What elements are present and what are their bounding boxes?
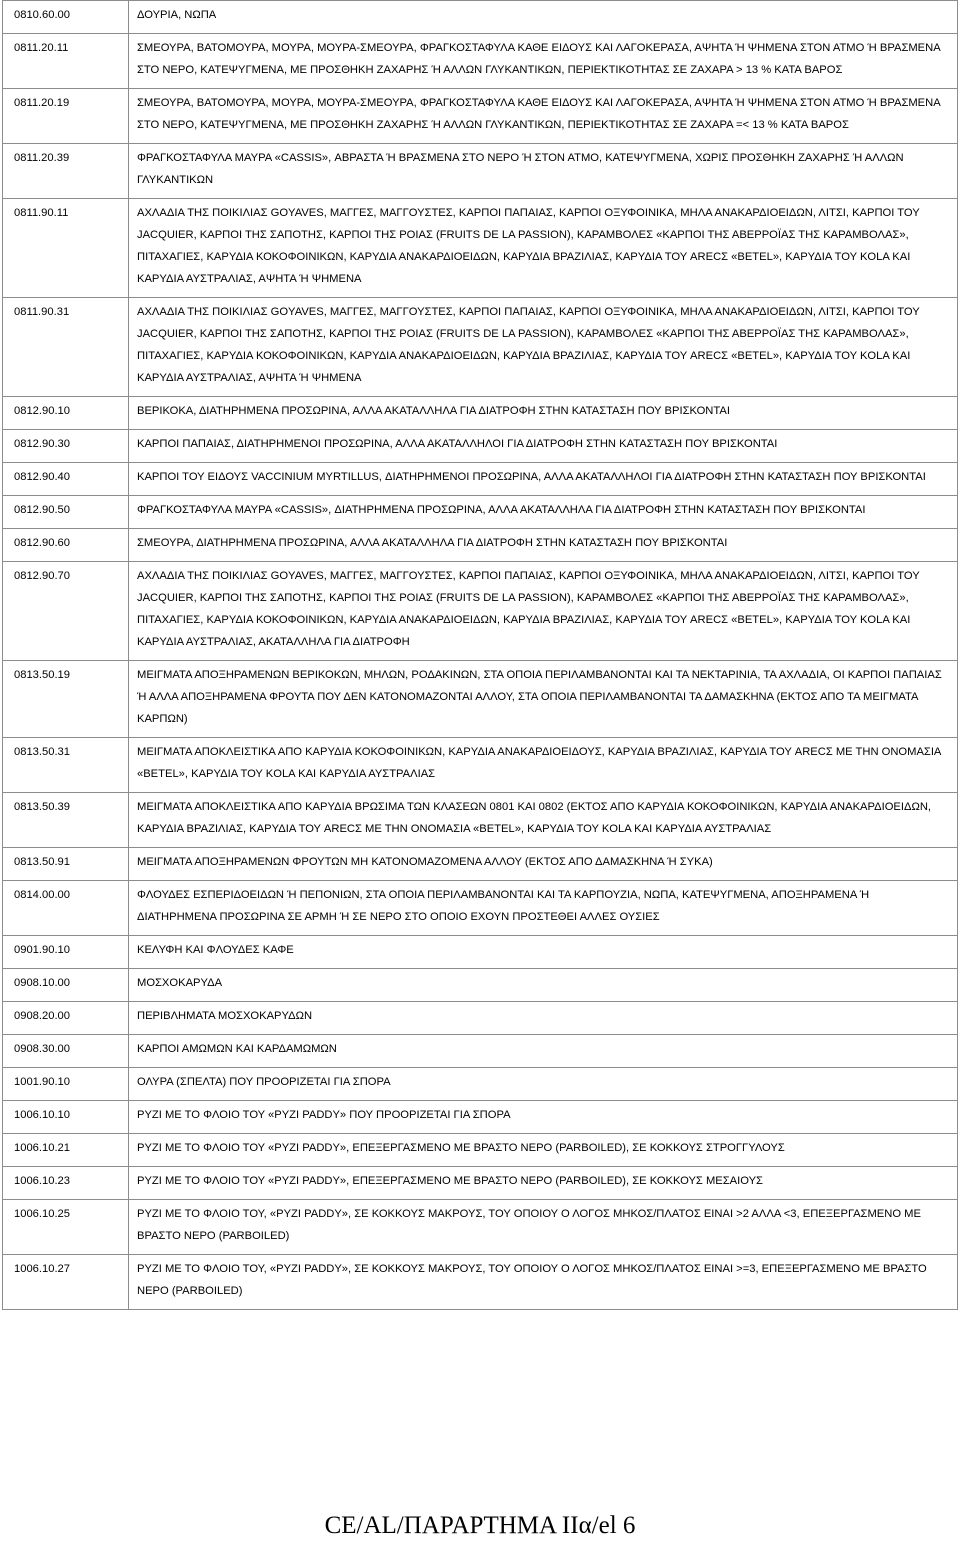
- table-row: [3, 881, 958, 936]
- description-cell: ΑΧΛΑΔΙΑ ΤΗΣ ΠΟΙΚΙΛΙΑΣ GOYAVES, ΜΑΓΓΕΣ, ΜΑΓΓΟΥΣΤΕΣ, ΚΑΡΠΟΙ ΠΑΠΑΙΑΣ, ΚΑΡΠΟΙ ΟΞΥΦΟΙΝΙΚΑ, ΜΗΛΑ ΑΝΑΚΑΡΔΙΟΕΙΔΩΝ, ΛΙΤΣΙ, ΚΑΡΠΟΙ ΤΟΥ JACQUIER, ΚΑΡΠΟΙ ΤΗΣ ΣΑΠΟΤΗΣ, ΚΑΡΠΟΙ ΤΗΣ ΡΟΙΑΣ (FRUITS DE LA PASSION), ΚΑΡΑΜΒΟΛΕΣ «ΚΑΡΠΟΙ ΤΗΣ ΑΒΕΡΡΟΪΑΣ ΤΗΣ ΚΑΡΑΜΒΟΛΑΣ», ΠΙΤΑΧΑΓΙΕΣ, ΚΑΡΥΔΙΑ ΚΟΚΟΦΟΙΝΙΚΩΝ, ΚΑΡΥΔΙΑ ΑΝΑΚΑΡΔΙΟΕΙΔΩΝ, ΚΑΡΥΔΙΑ ΒΡΑΖΙΛΙΑΣ, ΚΑΡΥΔΙΑ ΤΟΥ ARECΣ «BETEL», ΚΑΡΥΔΙΑ ΤΟΥ KOLA ΚΑΙ ΚΑΡΥΔΙΑ ΑΥΣΤΡΑΛΙΑΣ, ΑΚΑΤΑΛΛΗΛΑ ΓΙΑ ΔΙΑΤΡΟΦΗ: [129, 562, 958, 661]
- code-cell: 0810.60.00: [3, 1, 129, 34]
- tariff-code-table: [2, 0, 958, 1310]
- code-cell: 0811.90.31: [3, 298, 129, 397]
- code-cell: 0812.90.40: [3, 463, 129, 496]
- table-row: [3, 144, 958, 199]
- code-cell: 0813.50.19: [3, 661, 129, 738]
- description-cell: ΚΕΛΥΦΗ ΚΑΙ ΦΛΟΥΔΕΣ ΚΑΦΕ: [129, 936, 958, 969]
- table-row: [3, 430, 958, 463]
- table-row: [3, 463, 958, 496]
- page-footer: CE/AL/ΠΑΡΑΡΤΗΜΑ IIα/el 6: [324, 1512, 636, 1539]
- code-cell: 0812.90.30: [3, 430, 129, 463]
- code-cell: 0812.90.70: [3, 562, 129, 661]
- code-cell: 1006.10.23: [3, 1167, 129, 1200]
- description-cell: ΦΡΑΓΚΟΣΤΑΦΥΛΑ ΜΑΥΡΑ «CASSIS», ΔΙΑΤΗΡΗΜΕΝΑ ΠΡΟΣΩΡΙΝΑ, ΑΛΛΑ ΑΚΑΤΑΛΛΗΛΑ ΓΙΑ ΔΙΑΤΡΟΦΗ ΣΤΗΝ ΚΑΤΑΣΤΑΣΗ ΠΟΥ ΒΡΙΣΚΟΝΤΑΙ: [129, 496, 958, 529]
- description-cell: ΔΟΥΡΙΑ, ΝΩΠΑ: [129, 1, 958, 34]
- table-row: [3, 936, 958, 969]
- code-cell: 0811.90.11: [3, 199, 129, 298]
- description-cell: ΑΧΛΑΔΙΑ ΤΗΣ ΠΟΙΚΙΛΙΑΣ GOYAVES, ΜΑΓΓΕΣ, ΜΑΓΓΟΥΣΤΕΣ, ΚΑΡΠΟΙ ΠΑΠΑΙΑΣ, ΚΑΡΠΟΙ ΟΞΥΦΟΙΝΙΚΑ, ΜΗΛΑ ΑΝΑΚΑΡΔΙΟΕΙΔΩΝ, ΛΙΤΣΙ, ΚΑΡΠΟΙ ΤΟΥ JACQUIER, ΚΑΡΠΟΙ ΤΗΣ ΣΑΠΟΤΗΣ, ΚΑΡΠΟΙ ΤΗΣ ΡΟΙΑΣ (FRUITS DE LA PASSION), ΚΑΡΑΜΒΟΛΕΣ «ΚΑΡΠΟΙ ΤΗΣ ΑΒΕΡΡΟΪΑΣ ΤΗΣ ΚΑΡΑΜΒΟΛΑΣ», ΠΙΤΑΧΑΓΙΕΣ, ΚΑΡΥΔΙΑ ΚΟΚΟΦΟΙΝΙΚΩΝ, ΚΑΡΥΔΙΑ ΑΝΑΚΑΡΔΙΟΕΙΔΩΝ, ΚΑΡΥΔΙΑ ΒΡΑΖΙΛΙΑΣ, ΚΑΡΥΔΙΑ ΤΟΥ ARECΣ «BETEL», ΚΑΡΥΔΙΑ ΤΟΥ KOLA ΚΑΙ ΚΑΡΥΔΙΑ ΑΥΣΤΡΑΛΙΑΣ, ΑΨΗΤΑ Ή ΨΗΜΕΝΑ: [129, 298, 958, 397]
- table-row: [3, 1, 958, 34]
- document-page: [2, 0, 958, 1310]
- description-cell: ΜΕΙΓΜΑΤΑ ΑΠΟΚΛΕΙΣΤΙΚΑ ΑΠΟ ΚΑΡΥΔΙΑ ΒΡΩΣΙΜΑ ΤΩΝ ΚΛΑΣΕΩΝ 0801 ΚΑΙ 0802 (ΕΚΤΟΣ ΑΠΟ ΚΑΡΥΔΙΑ ΚΟΚΟΦΟΙΝΙΚΩΝ, ΚΑΡΥΔΙΑ ΑΝΑΚΑΡΔΙΟΕΙΔΩΝ, ΚΑΡΥΔΙΑ ΒΡΑΖΙΛΙΑΣ, ΚΑΡΥΔΙΑ ΤΟΥ ARECΣ ΜΕ ΤΗΝ ΟΝΟΜΑΣΙΑ «BETEL», ΚΑΡΥΔΙΑ ΤΟΥ KOLA ΚΑΙ ΚΑΡΥΔΙΑ ΑΥΣΤΡΑΛΙΑΣ: [129, 793, 958, 848]
- code-cell: 0901.90.10: [3, 936, 129, 969]
- description-cell: ΜΕΙΓΜΑΤΑ ΑΠΟΞΗΡΑΜΕΝΩΝ ΒΕΡΙΚΟΚΩΝ, ΜΗΛΩΝ, ΡΟΔΑΚΙΝΩΝ, ΣΤΑ ΟΠΟΙΑ ΠΕΡΙΛΑΜΒΑΝΟΝΤΑΙ ΚΑΙ ΤΑ ΝΕΚΤΑΡΙΝΙΑ, ΤΑ ΑΧΛΑΔΙΑ, ΟΙ ΚΑΡΠΟΙ ΠΑΠΑΙΑΣ Ή ΑΛΛΑ ΑΠΟΞΗΡΑΜΕΝΑ ΦΡΟΥΤΑ ΠΟΥ ΔΕΝ ΚΑΤΟΝΟΜΑΖΟΝΤΑΙ ΑΛΛΟΥ, ΣΤΑ ΟΠΟΙΑ ΠΕΡΙΛΑΜΒΑΝΟΝΤΑΙ ΤΑ ΔΑΜΑΣΚΗΝΑ (ΕΚΤΟΣ ΑΠΟ ΤΑ ΜΕΙΓΜΑΤΑ ΚΑΡΠΩΝ): [129, 661, 958, 738]
- description-cell: ΦΛΟΥΔΕΣ ΕΣΠΕΡΙΔΟΕΙΔΩΝ Ή ΠΕΠΟΝΙΩΝ, ΣΤΑ ΟΠΟΙΑ ΠΕΡΙΛΑΜΒΑΝΟΝΤΑΙ ΚΑΙ ΤΑ ΚΑΡΠΟΥΖΙΑ, ΝΩΠΑ, ΚΑΤΕΨΥΓΜΕΝΑ, ΑΠΟΞΗΡΑΜΕΝΑ Ή ΔΙΑΤΗΡΗΜΕΝΑ ΠΡΟΣΩΡΙΝΑ ΣΕ ΑΡΜΗ Ή ΣΕ ΝΕΡΟ ΣΤΟ ΟΠΟΙΟ ΕΧΟΥΝ ΠΡΟΣΤΕΘΕΙ ΑΛΛΕΣ ΟΥΣΙΕΣ: [129, 881, 958, 936]
- description-cell: ΒΕΡΙΚΟΚΑ, ΔΙΑΤΗΡΗΜΕΝΑ ΠΡΟΣΩΡΙΝΑ, ΑΛΛΑ ΑΚΑΤΑΛΛΗΛΑ ΓΙΑ ΔΙΑΤΡΟΦΗ ΣΤΗΝ ΚΑΤΑΣΤΑΣΗ ΠΟΥ ΒΡΙΣΚΟΝΤΑΙ: [129, 397, 958, 430]
- code-cell: 1006.10.25: [3, 1200, 129, 1255]
- code-cell: 0908.20.00: [3, 1002, 129, 1035]
- table-row: [3, 1035, 958, 1068]
- code-cell: 0812.90.60: [3, 529, 129, 562]
- table-row: [3, 397, 958, 430]
- table-row: [3, 529, 958, 562]
- table-row: [3, 793, 958, 848]
- table-row: [3, 848, 958, 881]
- description-cell: ΠΕΡΙΒΛΗΜΑΤΑ ΜΟΣΧΟΚΑΡΥΔΩΝ: [129, 1002, 958, 1035]
- description-cell: ΣΜΕΟΥΡΑ, ΒΑΤΟΜΟΥΡΑ, ΜΟΥΡΑ, ΜΟΥΡΑ-ΣΜΕΟΥΡΑ, ΦΡΑΓΚΟΣΤΑΦΥΛΑ ΚΑΘΕ ΕΙΔΟΥΣ ΚΑΙ ΛΑΓΟΚΕΡΑΣΑ, ΑΨΗΤΑ Ή ΨΗΜΕΝΑ ΣΤΟΝ ΑΤΜΟ Ή ΒΡΑΣΜΕΝΑ ΣΤΟ ΝΕΡΟ, ΚΑΤΕΨΥΓΜΕΝΑ, ΜΕ ΠΡΟΣΘΗΚΗ ΖΑΧΑΡΗΣ Ή ΑΛΛΩΝ ΓΛΥΚΑΝΤΙΚΩΝ, ΠΕΡΙΕΚΤΙΚΟΤΗΤΑΣ ΣΕ ΖΑΧΑΡΑ =< 13 % ΚΑΤΑ ΒΑΡΟΣ: [129, 89, 958, 144]
- code-cell: 0813.50.91: [3, 848, 129, 881]
- code-cell: 0813.50.39: [3, 793, 129, 848]
- code-cell: 0814.00.00: [3, 881, 129, 936]
- code-cell: 0811.20.39: [3, 144, 129, 199]
- code-cell: 0812.90.50: [3, 496, 129, 529]
- table-row: [3, 89, 958, 144]
- table-row: [3, 199, 958, 298]
- description-cell: ΜΕΙΓΜΑΤΑ ΑΠΟΞΗΡΑΜΕΝΩΝ ΦΡΟΥΤΩΝ ΜΗ ΚΑΤΟΝΟΜΑΖΟΜΕΝΑ ΑΛΛΟΥ (ΕΚΤΟΣ ΑΠΟ ΔΑΜΑΣΚΗΝΑ Ή ΣΥΚΑ): [129, 848, 958, 881]
- table-row: [3, 1167, 958, 1200]
- description-cell: ΑΧΛΑΔΙΑ ΤΗΣ ΠΟΙΚΙΛΙΑΣ GOYAVES, ΜΑΓΓΕΣ, ΜΑΓΓΟΥΣΤΕΣ, ΚΑΡΠΟΙ ΠΑΠΑΙΑΣ, ΚΑΡΠΟΙ ΟΞΥΦΟΙΝΙΚΑ, ΜΗΛΑ ΑΝΑΚΑΡΔΙΟΕΙΔΩΝ, ΛΙΤΣΙ, ΚΑΡΠΟΙ ΤΟΥ JACQUIER, ΚΑΡΠΟΙ ΤΗΣ ΣΑΠΟΤΗΣ, ΚΑΡΠΟΙ ΤΗΣ ΡΟΙΑΣ (FRUITS DE LA PASSION), ΚΑΡΑΜΒΟΛΕΣ «ΚΑΡΠΟΙ ΤΗΣ ΑΒΕΡΡΟΪΑΣ ΤΗΣ ΚΑΡΑΜΒΟΛΑΣ», ΠΙΤΑΧΑΓΙΕΣ, ΚΑΡΥΔΙΑ ΚΟΚΟΦΟΙΝΙΚΩΝ, ΚΑΡΥΔΙΑ ΑΝΑΚΑΡΔΙΟΕΙΔΩΝ, ΚΑΡΥΔΙΑ ΒΡΑΖΙΛΙΑΣ, ΚΑΡΥΔΙΑ ΤΟΥ ARECΣ «BETEL», ΚΑΡΥΔΙΑ ΤΟΥ KOLA ΚΑΙ ΚΑΡΥΔΙΑ ΑΥΣΤΡΑΛΙΑΣ, ΑΨΗΤΑ Ή ΨΗΜΕΝΑ: [129, 199, 958, 298]
- table-row: [3, 1255, 958, 1310]
- description-cell: ΟΛΥΡΑ (ΣΠΕΛΤΑ) ΠΟΥ ΠΡΟΟΡΙΖΕΤΑΙ ΓΙΑ ΣΠΟΡΑ: [129, 1068, 958, 1101]
- table-row: [3, 738, 958, 793]
- code-cell: 0811.20.11: [3, 34, 129, 89]
- code-cell: 1006.10.21: [3, 1134, 129, 1167]
- code-cell: 0908.10.00: [3, 969, 129, 1002]
- table-row: [3, 969, 958, 1002]
- description-cell: ΜΕΙΓΜΑΤΑ ΑΠΟΚΛΕΙΣΤΙΚΑ ΑΠΟ ΚΑΡΥΔΙΑ ΚΟΚΟΦΟΙΝΙΚΩΝ, ΚΑΡΥΔΙΑ ΑΝΑΚΑΡΔΙΟΕΙΔΟΥΣ, ΚΑΡΥΔΙΑ ΒΡΑΖΙΛΙΑΣ, ΚΑΡΥΔΙΑ ΤΟΥ ARECΣ ΜΕ ΤΗΝ ΟΝΟΜΑΣΙΑ «BETEL», ΚΑΡΥΔΙΑ ΤΟΥ KOLA ΚΑΙ ΚΑΡΥΔΙΑ ΑΥΣΤΡΑΛΙΑΣ: [129, 738, 958, 793]
- description-cell: ΡΥΖΙ ΜΕ ΤΟ ΦΛΟΙΟ ΤΟΥ «ΡΥΖΙ PADDY», ΕΠΕΞΕΡΓΑΣΜΕΝΟ ΜΕ ΒΡΑΣΤΟ ΝΕΡΟ (PARBOILED), ΣΕ ΚΟΚΚΟΥΣ ΣΤΡΟΓΓΥΛΟΥΣ: [129, 1134, 958, 1167]
- table-row: [3, 496, 958, 529]
- code-cell: 0812.90.10: [3, 397, 129, 430]
- table-row: [3, 562, 958, 661]
- description-cell: ΡΥΖΙ ΜΕ ΤΟ ΦΛΟΙΟ ΤΟΥ, «ΡΥΖΙ PADDY», ΣΕ ΚΟΚΚΟΥΣ ΜΑΚΡΟΥΣ, ΤΟΥ ΟΠΟΙΟΥ Ο ΛΟΓΟΣ ΜΗΚΟΣ/ΠΛΑΤΟΣ ΕΙΝΑΙ >=3, ΕΠΕΞΕΡΓΑΣΜΕΝΟ ΜΕ ΒΡΑΣΤΟ ΝΕΡΟ (PARBOILED): [129, 1255, 958, 1310]
- table-row: [3, 34, 958, 89]
- tariff-code-rows: [3, 1, 958, 1310]
- code-cell: 0813.50.31: [3, 738, 129, 793]
- description-cell: ΡΥΖΙ ΜΕ ΤΟ ΦΛΟΙΟ ΤΟΥ «ΡΥΖΙ PADDY», ΕΠΕΞΕΡΓΑΣΜΕΝΟ ΜΕ ΒΡΑΣΤΟ ΝΕΡΟ (PARBOILED), ΣΕ ΚΟΚΚΟΥΣ ΜΕΣΑΙΟΥΣ: [129, 1167, 958, 1200]
- description-cell: ΚΑΡΠΟΙ ΠΑΠΑΙΑΣ, ΔΙΑΤΗΡΗΜΕΝΟΙ ΠΡΟΣΩΡΙΝΑ, ΑΛΛΑ ΑΚΑΤΑΛΛΗΛΟΙ ΓΙΑ ΔΙΑΤΡΟΦΗ ΣΤΗΝ ΚΑΤΑΣΤΑΣΗ ΠΟΥ ΒΡΙΣΚΟΝΤΑΙ: [129, 430, 958, 463]
- code-cell: 1006.10.10: [3, 1101, 129, 1134]
- table-row: [3, 1134, 958, 1167]
- description-cell: ΡΥΖΙ ΜΕ ΤΟ ΦΛΟΙΟ ΤΟΥ, «ΡΥΖΙ PADDY», ΣΕ ΚΟΚΚΟΥΣ ΜΑΚΡΟΥΣ, ΤΟΥ ΟΠΟΙΟΥ Ο ΛΟΓΟΣ ΜΗΚΟΣ/ΠΛΑΤΟΣ ΕΙΝΑΙ >2 ΑΛΛΑ <3, ΕΠΕΞΕΡΓΑΣΜΕΝΟ ΜΕ ΒΡΑΣΤΟ ΝΕΡΟ (PARBOILED): [129, 1200, 958, 1255]
- description-cell: ΡΥΖΙ ΜΕ ΤΟ ΦΛΟΙΟ ΤΟΥ «ΡΥΖΙ PADDY» ΠΟΥ ΠΡΟΟΡΙΖΕΤΑΙ ΓΙΑ ΣΠΟΡΑ: [129, 1101, 958, 1134]
- code-cell: 0811.20.19: [3, 89, 129, 144]
- description-cell: ΚΑΡΠΟΙ ΤΟΥ ΕΙΔΟΥΣ VACCINIUM MYRTILLUS, ΔΙΑΤΗΡΗΜΕΝΟΙ ΠΡΟΣΩΡΙΝΑ, ΑΛΛΑ ΑΚΑΤΑΛΛΗΛΟΙ ΓΙΑ ΔΙΑΤΡΟΦΗ ΣΤΗΝ ΚΑΤΑΣΤΑΣΗ ΠΟΥ ΒΡΙΣΚΟΝΤΑΙ: [129, 463, 958, 496]
- table-row: [3, 298, 958, 397]
- table-row: [3, 1101, 958, 1134]
- description-cell: ΦΡΑΓΚΟΣΤΑΦΥΛΑ ΜΑΥΡΑ «CASSIS», ΑΒΡΑΣΤΑ Ή ΒΡΑΣΜΕΝΑ ΣΤΟ ΝΕΡΟ Ή ΣΤΟΝ ΑΤΜΟ, ΚΑΤΕΨΥΓΜΕΝΑ, ΧΩΡΙΣ ΠΡΟΣΘΗΚΗ ΖΑΧΑΡΗΣ Ή ΑΛΛΩΝ ΓΛΥΚΑΝΤΙΚΩΝ: [129, 144, 958, 199]
- code-cell: 0908.30.00: [3, 1035, 129, 1068]
- table-row: [3, 1002, 958, 1035]
- table-row: [3, 1200, 958, 1255]
- table-row: [3, 1068, 958, 1101]
- description-cell: ΜΟΣΧΟΚΑΡΥΔΑ: [129, 969, 958, 1002]
- code-cell: 1006.10.27: [3, 1255, 129, 1310]
- description-cell: ΣΜΕΟΥΡΑ, ΒΑΤΟΜΟΥΡΑ, ΜΟΥΡΑ, ΜΟΥΡΑ-ΣΜΕΟΥΡΑ, ΦΡΑΓΚΟΣΤΑΦΥΛΑ ΚΑΘΕ ΕΙΔΟΥΣ ΚΑΙ ΛΑΓΟΚΕΡΑΣΑ, ΑΨΗΤΑ Ή ΨΗΜΕΝΑ ΣΤΟΝ ΑΤΜΟ Ή ΒΡΑΣΜΕΝΑ ΣΤΟ ΝΕΡΟ, ΚΑΤΕΨΥΓΜΕΝΑ, ΜΕ ΠΡΟΣΘΗΚΗ ΖΑΧΑΡΗΣ Ή ΑΛΛΩΝ ΓΛΥΚΑΝΤΙΚΩΝ, ΠΕΡΙΕΚΤΙΚΟΤΗΤΑΣ ΣΕ ΖΑΧΑΡΑ > 13 % ΚΑΤΑ ΒΑΡΟΣ: [129, 34, 958, 89]
- description-cell: ΣΜΕΟΥΡΑ, ΔΙΑΤΗΡΗΜΕΝΑ ΠΡΟΣΩΡΙΝΑ, ΑΛΛΑ ΑΚΑΤΑΛΛΗΛΑ ΓΙΑ ΔΙΑΤΡΟΦΗ ΣΤΗΝ ΚΑΤΑΣΤΑΣΗ ΠΟΥ ΒΡΙΣΚΟΝΤΑΙ: [129, 529, 958, 562]
- code-cell: 1001.90.10: [3, 1068, 129, 1101]
- table-row: [3, 661, 958, 738]
- description-cell: ΚΑΡΠΟΙ ΑΜΩΜΩΝ ΚΑΙ ΚΑΡΔΑΜΩΜΩΝ: [129, 1035, 958, 1068]
